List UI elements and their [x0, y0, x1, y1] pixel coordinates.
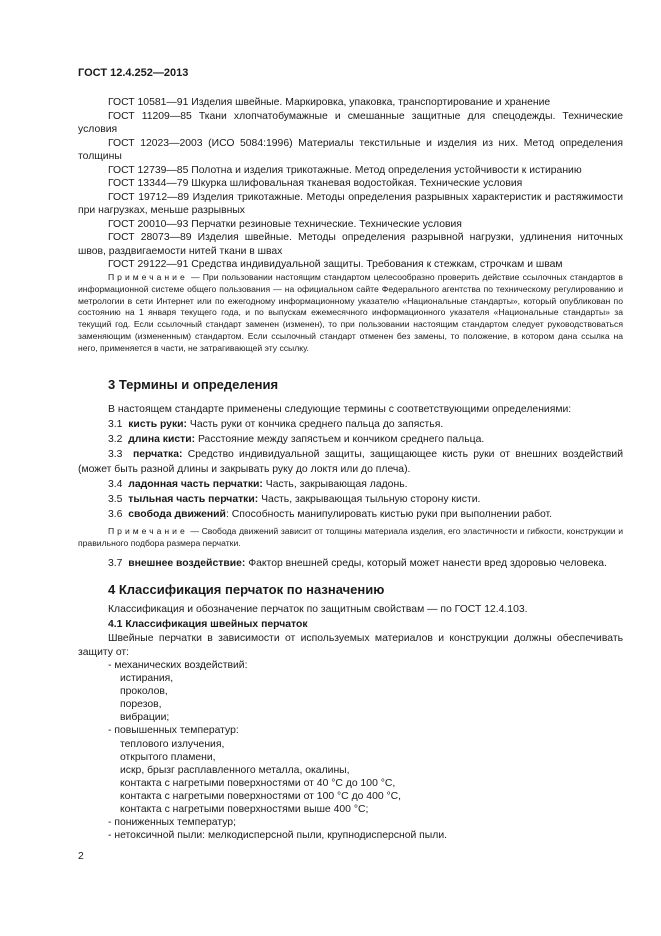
- section-4: [78, 582, 623, 842]
- section-intro: В настоящем стандарте применены следующие термины с соответствующими определениями:: [108, 404, 572, 415]
- term-3-3: 3.3 перчатка: Средство индивидуальной защиты, защищающее кисть руки от внешних воздействий (может быть разной длины и закрывать руку до локтя или до плеча).: [78, 449, 623, 475]
- note-label: Примечание: [108, 272, 188, 282]
- reference: ГОСТ 19712—89 Изделия трикотажные. Методы определения разрывных характеристик и растяжимости при нагрузках, меньше разрывных: [78, 191, 623, 216]
- reference: ГОСТ 11209—85 Ткани хлопчатобумажные и смешанные защитные для спецодежды. Технические условия: [78, 110, 623, 135]
- note-references: [78, 272, 623, 355]
- protection-list: - механических воздействий: истирания, проколов, порезов, вибрации; - повышенных температур: теплового излучения, открытого пламени, искр, брызг расплавленного металла, окалины, контакта с нагретыми поверхностями от 40 °С до 100 °С, контакта с нагретыми поверхностями от 100 °С до 400 °С, контакта с нагретыми поверхностями выше 400 °С; - пониженных температур; - нетоксичной пыли: мелкодисперсной пыли, крупнодисперсной пыли.: [108, 660, 448, 842]
- term-3-1: 3.1 кисть руки: Часть руки от кончика среднего пальца до запястья.: [108, 419, 444, 430]
- reference: ГОСТ 28073—89 Изделия швейные. Методы определения разрывной нагрузки, удлинения ниточных швов, раздвигаемости нитей ткани в швах: [78, 232, 623, 257]
- term-3-6: 3.6 свобода движений: Способность манипулировать кистью руки при выполнении работ.: [108, 509, 553, 520]
- reference: ГОСТ 10581—91 Изделия швейные. Маркировка, упаковка, транспортирование и хранение: [108, 97, 551, 108]
- note-text: — При пользовании настоящим стандартом целесообразно проверить действие ссылочных стандартов в информационной системе общего пользования — на официальном сайте Федерального агентства по техническому регулированию и метрологии в сети Интернет или по ежегодному информационному указателю «Национальные стандарты», который опубликован по состоянию на 1 января текущего года, и по выпускам ежемесячного информационного указателя «Национальные стандарты» за текущий год. Если ссылочный стандарт заменен (изменен), то при пользовании настоящим стандартом следует руководствоваться заменяющим (измененным) стандартом. Если ссылочный стандарт отменен без замены, то положение, в котором дана ссылка на него, применяется в части, не затрагивающей эту ссылку.: [78, 272, 623, 353]
- term-3-5: 3.5 тыльная часть перчатки: Часть, закрывающая тыльную сторону кисти.: [108, 494, 481, 505]
- reference: ГОСТ 29122—91 Средства индивидуальной защиты. Требования к стежкам, строчкам и швам: [108, 259, 563, 270]
- term-3-4: 3.4 ладонная часть перчатки: Часть, закрывающая ладонь.: [108, 479, 408, 490]
- document-id: ГОСТ 12.4.252—2013: [78, 67, 189, 79]
- section-heading: 3 Термины и определения: [108, 377, 279, 392]
- reference: ГОСТ 12023—2003 (ИСО 5084:1996) Материалы текстильные и изделия из них. Метод определения толщины: [78, 137, 623, 162]
- section-3: [78, 377, 623, 571]
- section-intro: Классификация и обозначение перчаток по защитным свойствам — по ГОСТ 12.4.103.: [108, 604, 528, 615]
- term-3-7: 3.7 внешнее воздействие: Фактор внешней среды, который может нанести вред здоровью человека.: [108, 557, 607, 569]
- reference: ГОСТ 12739—85 Полотна и изделия трикотажные. Метод определения устойчивости к истиранию: [108, 164, 582, 176]
- term-3-2: 3.2 длина кисти: Расстояние между запястьем и кончиком среднего пальца.: [108, 434, 485, 445]
- reference: ГОСТ 13344—79 Шкурка шлифовальная тканевая водостойкая. Технические условия: [108, 178, 523, 189]
- page-number: 2: [78, 851, 84, 862]
- subsection-intro: Швейные перчатки в зависимости от используемых материалов и конструкции должны обеспечивать защиту от:: [78, 633, 623, 658]
- running-header: [78, 67, 623, 79]
- reference: ГОСТ 20010—93 Перчатки резиновые технические. Технические условия: [108, 218, 462, 230]
- section-heading: 4 Классификация перчаток по назначению: [108, 582, 385, 597]
- note-term-3-6: Примечание — Свобода движений зависит от толщины материала изделия, его эластичности и гибкости, конструкции и правильного подбора размера перчатки.: [78, 526, 623, 548]
- subsection-heading: 4.1 Классификация швейных перчаток: [108, 619, 308, 630]
- references-list: [78, 96, 623, 272]
